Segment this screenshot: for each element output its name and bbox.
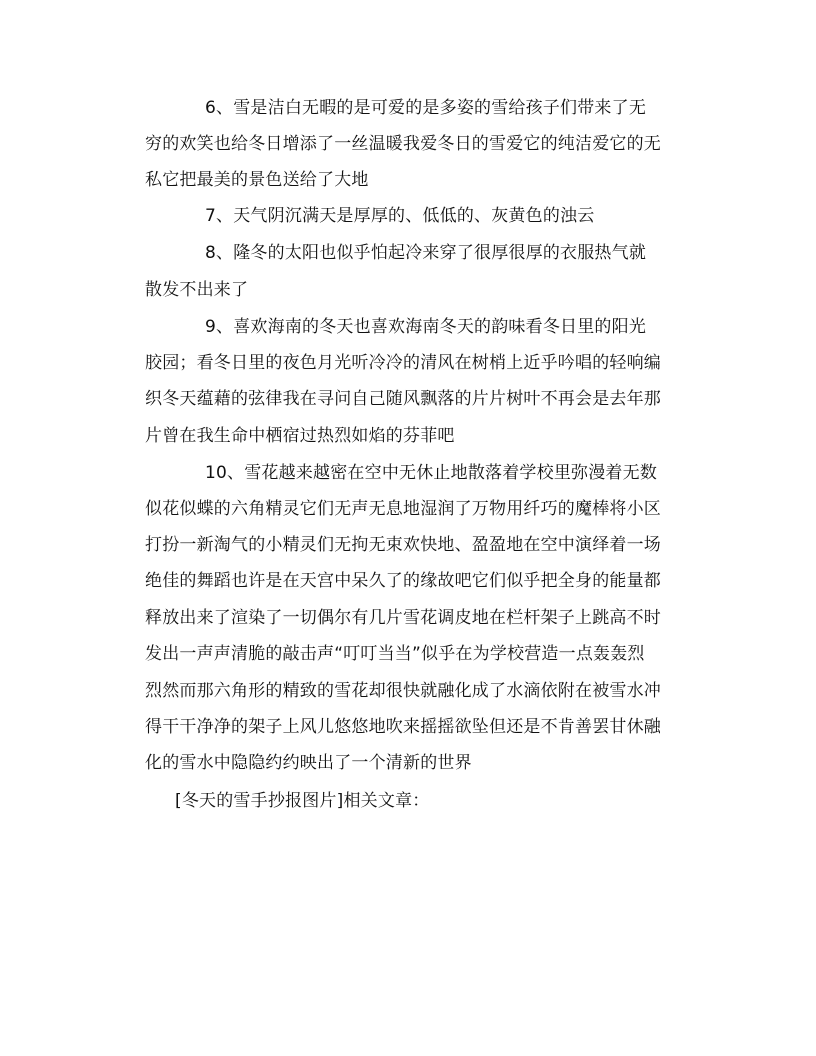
paragraph-9-line-1: 9、喜欢海南的冬天也喜欢海南冬天的韵味看冬日里的阳光 [205, 317, 647, 337]
paragraph-9-line-4: 片曾在我生命中栖宿过热烈如焰的芬菲吧 [145, 426, 455, 446]
paragraph-6-line-3: 私它把最美的景色送给了大地 [145, 170, 369, 190]
paragraph-6-line-1: 6、雪是洁白无暇的是可爱的是多姿的雪给孩子们带来了无 [205, 98, 647, 118]
paragraph-10-line-9: 化的雪水中隐隐约约映出了一个清新的世界 [145, 753, 472, 773]
paragraph-9-line-3: 织冬天蕴藉的弦律我在寻问自己随风飘落的片片树叶不再会是去年那 [145, 389, 661, 409]
paragraph-8-line-2: 散发不出来了 [145, 280, 249, 300]
paragraph-9-line-2: 胶园；看冬日里的夜色月光听冷冷的清风在树梢上近乎吟唱的轻响编 [145, 353, 661, 373]
paragraph-10-line-5: 释放出来了渲染了一切偶尔有几片雪花调皮地在栏杆架子上跳高不时 [145, 608, 661, 628]
paragraph-10-line-8: 得干干净净的架子上风儿悠悠地吹来摇摇欲坠但还是不肯善罢甘休融 [145, 717, 661, 737]
paragraph-10-line-6: 发出一声声清脆的敲击声“叮叮当当”似乎在为学校营造一点轰轰烈 [145, 644, 645, 664]
paragraph-10-line-3: 打扮一新淘气的小精灵们无拘无束欢快地、盈盈地在空中演绎着一场 [145, 535, 661, 555]
paragraph-8-line-1: 8、隆冬的太阳也似乎怕起冷来穿了很厚很厚的衣服热气就 [205, 243, 647, 263]
paragraph-10-line-2: 似花似蝶的六角精灵它们无声无息地湿润了万物用纤巧的魔棒将小区 [145, 499, 661, 519]
paragraph-10-line-7: 烈然而那六角形的精致的雪花却很快就融化成了水滴依附在被雪水冲 [145, 681, 661, 701]
paragraph-10-line-1: 10、雪花越来越密在空中无休止地散落着学校里弥漫着无数 [205, 463, 658, 483]
paragraph-6-line-2: 穷的欢笑也给冬日增添了一丝温暖我爱冬日的雪爱它的纯洁爱它的无 [145, 134, 661, 154]
related-articles-heading: [冬天的雪手抄报图片]相关文章： [175, 791, 430, 811]
paragraph-7-line-1: 7、天气阴沉满天是厚厚的、低低的、灰黄色的浊云 [205, 206, 595, 226]
paragraph-10-line-4: 绝佳的舞蹈也许是在天宫中呆久了的缘故吧它们似乎把全身的能量都 [145, 571, 661, 591]
